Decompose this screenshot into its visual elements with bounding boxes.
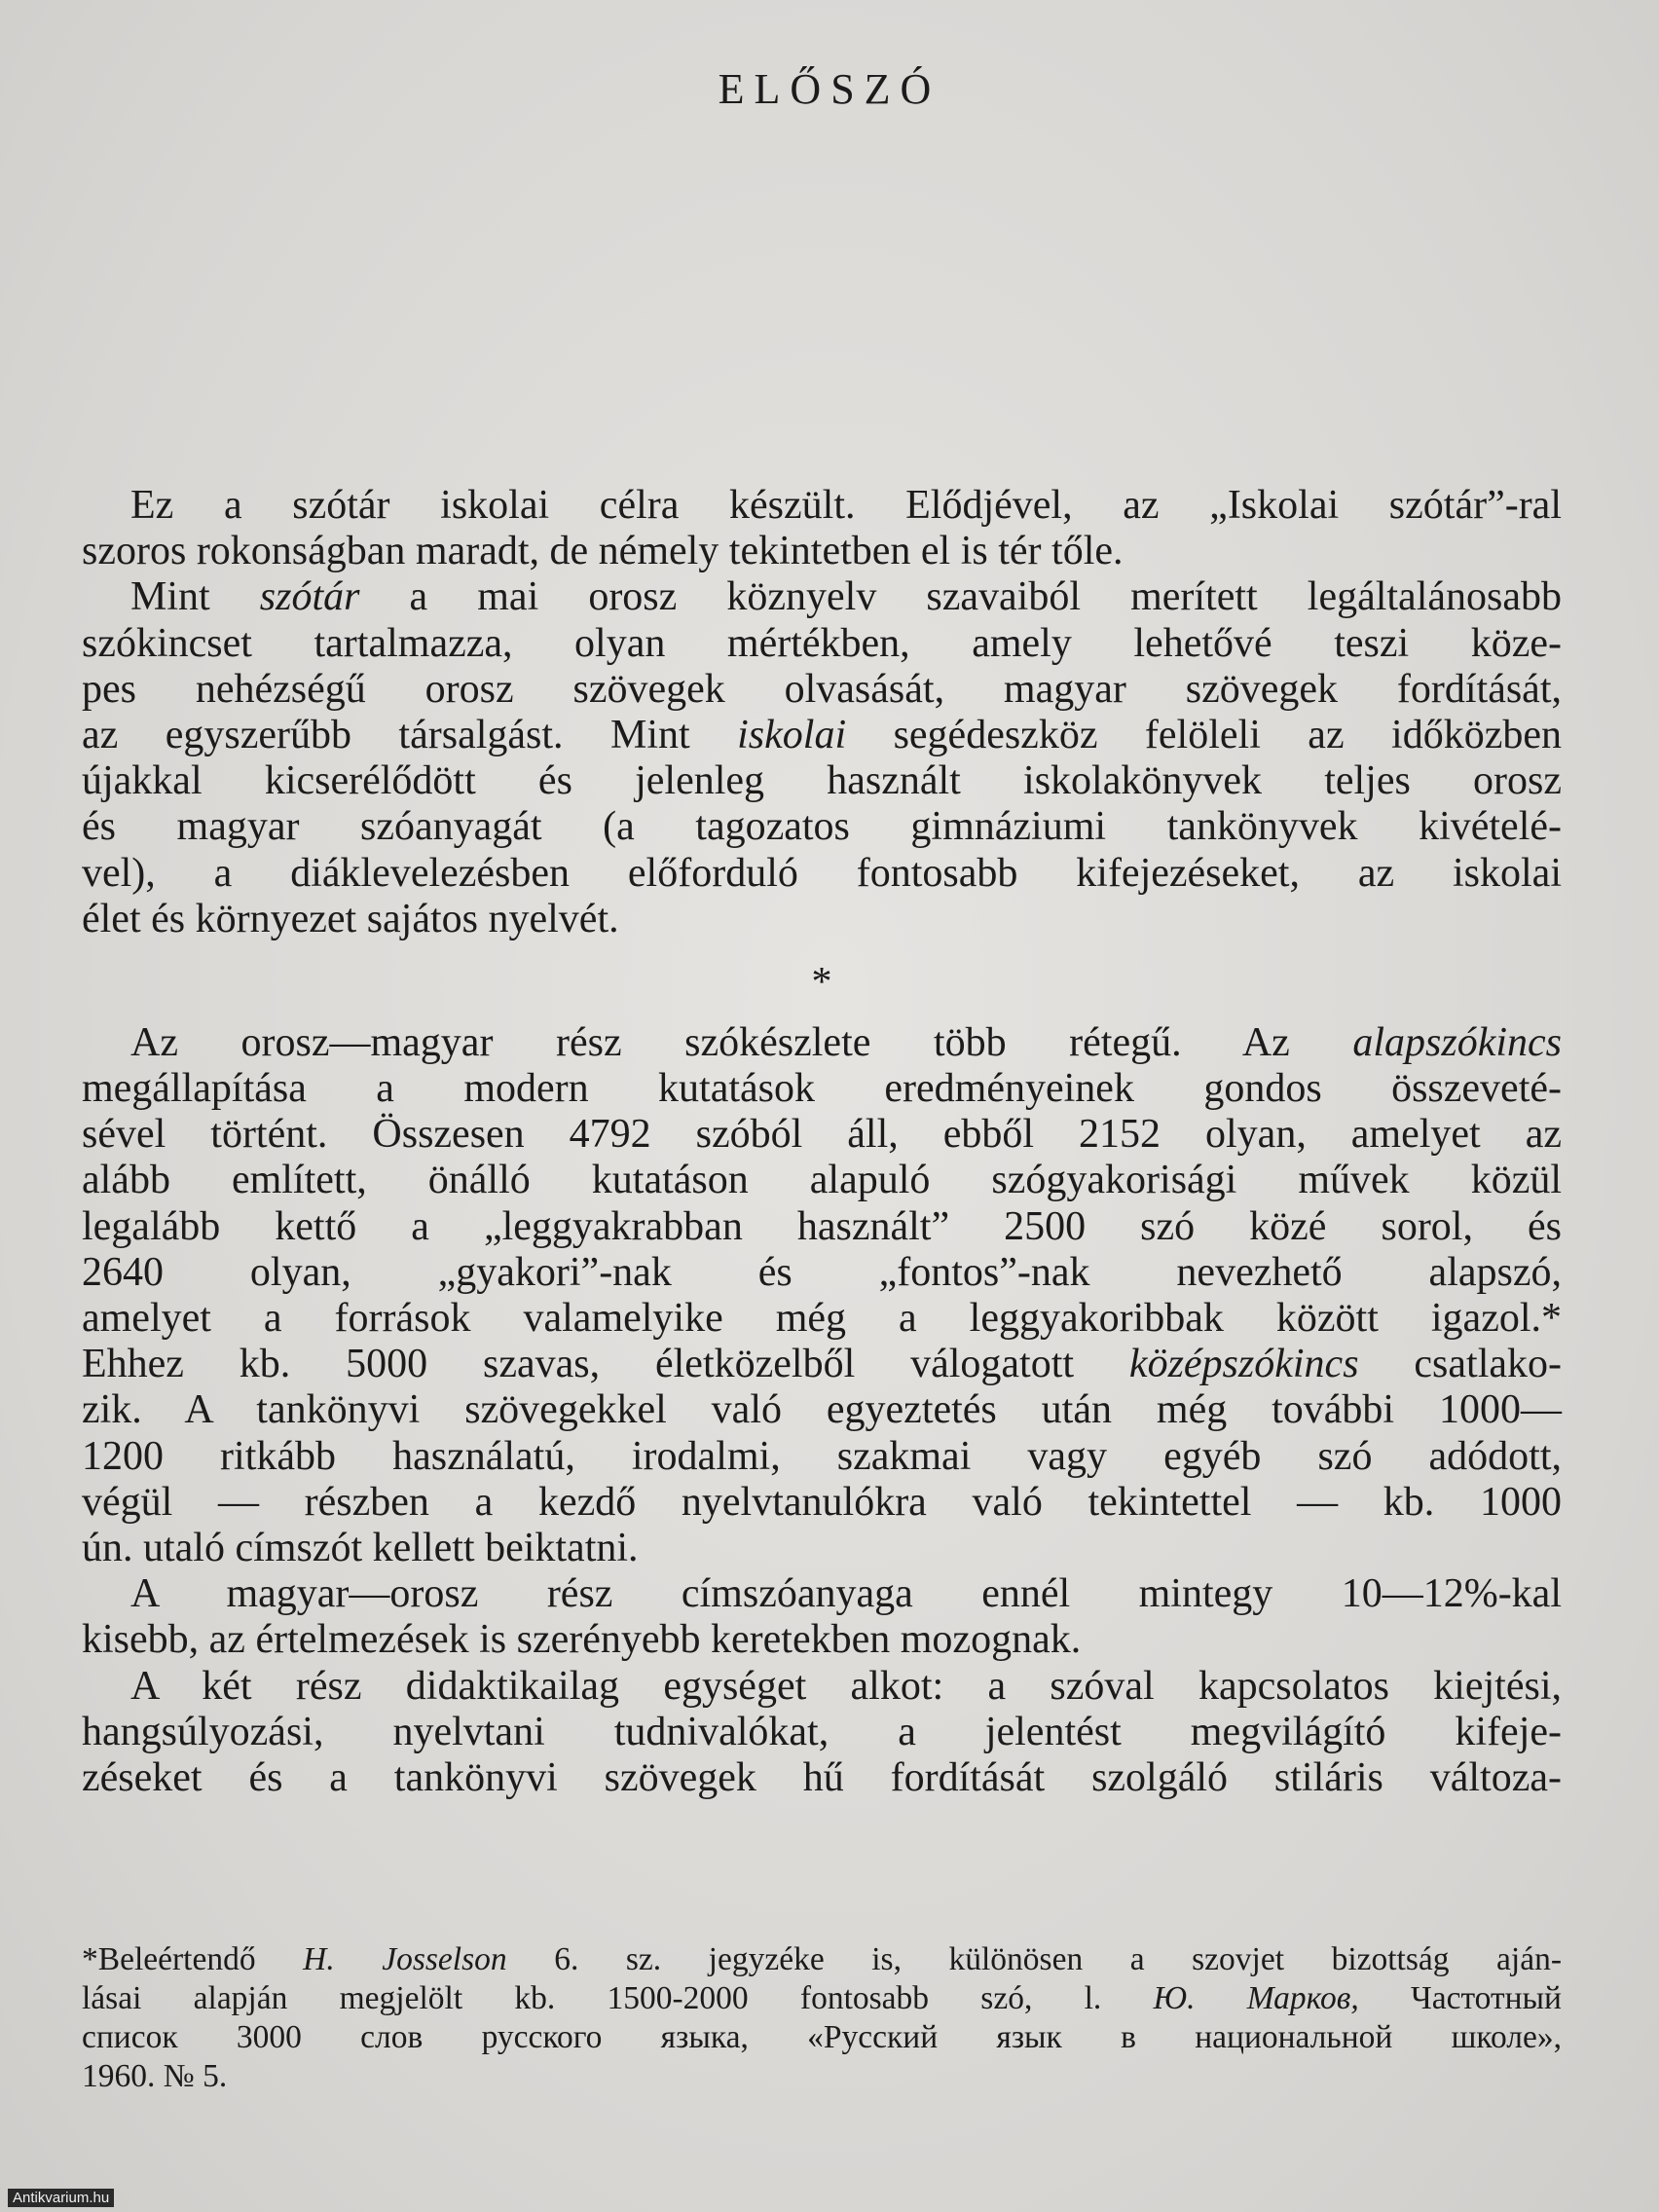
emphasis: alapszókincs [1352, 1019, 1562, 1065]
section-separator: * [811, 959, 832, 1005]
paragraph-3-line: zik. A tankönyvi szövegekkel való egyeztetés után még további 1000— [82, 1387, 1562, 1433]
paragraph-5-line: hangsúlyozási, nyelvtani tudnivalókat, a jelentést megvilágító kifeje- [82, 1709, 1562, 1754]
paragraph-3-line: Ehhez kb. 5000 szavas, életközelből válogatott középszókincs csatlako- [82, 1342, 1562, 1387]
paragraph-2-line: és magyar szóanyagát (a tagozatos gimnáziumi tankönyvek kivételé- [82, 804, 1562, 850]
footnote-line: lásai alapján megjelölt kb. 1500-2000 fontosabb szó, l. Ю. Марков, Частотный [82, 1980, 1562, 2016]
watermark: Antikvarium.hu [8, 2189, 114, 2207]
paragraph-5-line: A két rész didaktikailag egységet alkot: a szóval kapcsolatos kiejtési, [130, 1663, 1562, 1709]
paragraph-4-line: A magyar—orosz rész címszóanyaga ennél mintegy 10—12%-kal [130, 1571, 1562, 1617]
paragraph-3-line: Az orosz—magyar rész szókészlete több rétegű. Az alapszókincs [130, 1019, 1562, 1065]
paragraph-2-line: Mint szótár a mai orosz köznyelv szavaiból merített legáltalánosabb [130, 574, 1562, 620]
paragraph-3-line: végül — részben a kezdő nyelvtanulókra való tekintettel — kb. 1000 [82, 1479, 1562, 1525]
paragraph-2-line: élet és környezet sajátos nyelvét. [82, 896, 619, 941]
paragraph-3-line: ún. utaló címszót kellett beiktatni. [82, 1525, 639, 1570]
emphasis: középszókincs [1128, 1342, 1359, 1387]
paragraph-2-line: újakkal kicserélődött és jelenleg használt iskolakönyvek teljes orosz [82, 758, 1562, 804]
emphasis: iskolai [737, 712, 847, 757]
paragraph-3-line: 2640 olyan, „gyakori”-nak és „fontos”-nak nevezhető alapszó, [82, 1249, 1562, 1295]
paragraph-2-line: vel), a diáklevelezésben előforduló fontosabb kifejezéseket, az iskolai [82, 850, 1562, 896]
paragraph-1-line: Ez a szótár iskolai célra készült. Elődjével, az „Iskolai szótár”-ral [130, 483, 1562, 528]
page-title: ELŐSZÓ [718, 65, 941, 113]
paragraph-1-line: szoros rokonságban maradt, de némely tekintetben el is tér tőle. [82, 529, 1124, 574]
emphasis: Ю. Марков, [1153, 1980, 1359, 2016]
paragraph-2-line: szókincset tartalmazza, olyan mértékben, amely lehetővé teszi köze- [82, 620, 1562, 666]
paragraph-3-line: amelyet a források valamelyike még a leggyakoribbak között igazol.* [82, 1296, 1562, 1341]
footnote [82, 1940, 1562, 2096]
paragraph-2-line: pes nehézségű orosz szövegek olvasását, magyar szövegek fordítását, [82, 666, 1562, 712]
emphasis: H. Josselson [303, 1941, 507, 1977]
paragraph-5-line: zéseket és a tankönyvi szövegek hű fordítását szolgáló stiláris változa- [82, 1754, 1562, 1800]
paragraph-2-line: az egyszerűbb társalgást. Mint iskolai segédeszköz felöleli az időközben [82, 712, 1562, 757]
paragraph-3-line: alább említett, önálló kutatáson alapuló szógyakorisági művek közül [82, 1158, 1562, 1203]
footnote-line: список 3000 слов русского языка, «Русский язык в национальной школе», [82, 2019, 1562, 2055]
body-text [82, 483, 1562, 1801]
paragraph-3-line: sével történt. Összesen 4792 szóból áll, ebből 2152 olyan, amelyet az [82, 1112, 1562, 1158]
footnote-line: 1960. № 5. [82, 2058, 228, 2094]
paragraph-3-line: legalább kettő a „leggyakrabban használt” 2500 szó közé sorol, és [82, 1203, 1562, 1249]
paragraph-3-line: megállapítása a modern kutatások eredményeinek gondos összeveté- [82, 1066, 1562, 1112]
emphasis: szótár [259, 574, 360, 620]
footnote-line: *Beleértendő H. Josselson 6. sz. jegyzéke is, különösen a szovjet bizottság aján- [82, 1941, 1563, 1977]
paragraph-3-line: 1200 ritkább használatú, irodalmi, szakmai vagy egyéb szó adódott, [82, 1433, 1562, 1479]
paragraph-4-line: kisebb, az értelmezések is szerényebb keretekben mozognak. [82, 1617, 1082, 1663]
